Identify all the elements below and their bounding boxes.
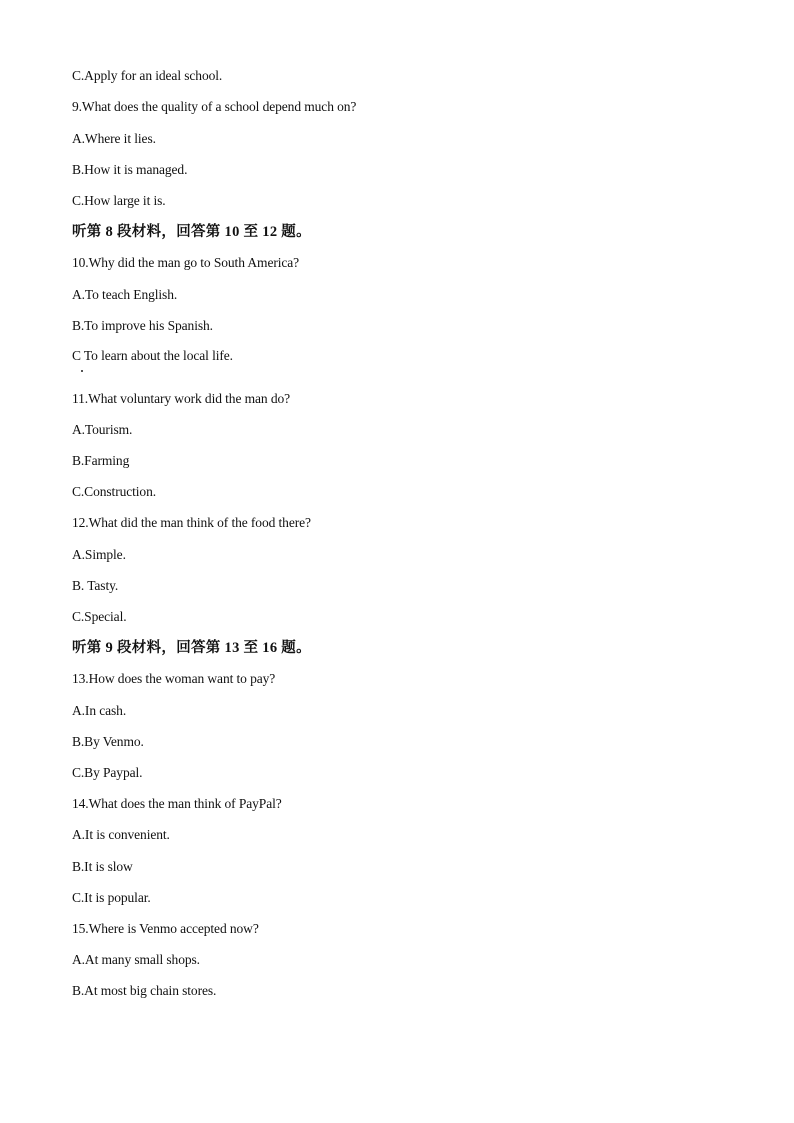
question-11: 11.What voluntary work did the man do?: [72, 391, 291, 406]
option-12a: A.Simple.: [72, 547, 126, 562]
question-10: 10.Why did the man go to South America?: [72, 255, 300, 270]
question-12: 12.What did the man think of the food there?: [72, 515, 311, 530]
option-10c: C To learn about the local life.: [72, 348, 233, 363]
section-heading-8: 听第 8 段材料，回答第 10 至 12 题。: [72, 224, 311, 240]
question-9: 9.What does the quality of a school depend much on?: [72, 99, 357, 114]
question-13: 13.How does the woman want to pay?: [72, 671, 276, 686]
option-9b: B.How it is managed.: [72, 162, 188, 177]
option-9c: C.How large it is.: [72, 193, 166, 208]
option-14a: A.It is convenient.: [72, 827, 170, 842]
option-15b: B.At most big chain stores.: [72, 983, 217, 998]
section-heading-9: 听第 9 段材料，回答第 13 至 16 题。: [72, 640, 311, 656]
option-8c: C.Apply for an ideal school.: [72, 68, 223, 83]
option-10b: B.To improve his Spanish.: [72, 318, 213, 333]
option-13a: A.In cash.: [72, 703, 127, 718]
option-9a: A.Where it lies.: [72, 131, 156, 146]
question-14: 14.What does the man think of PayPal?: [72, 796, 282, 811]
option-12c: C.Special.: [72, 609, 127, 624]
option-15a: A.At many small shops.: [72, 952, 200, 967]
option-13b: B.By Venmo.: [72, 734, 144, 749]
option-12b: B. Tasty.: [72, 578, 119, 593]
option-13c: C.By Paypal.: [72, 765, 143, 780]
option-14c: C.It is popular.: [72, 890, 151, 905]
option-11c: C.Construction.: [72, 484, 157, 499]
question-15: 15.Where is Venmo accepted now?: [72, 921, 259, 936]
stray-mark: [81, 370, 83, 372]
option-14b: B.It is slow: [72, 859, 133, 874]
option-10a: A.To teach English.: [72, 287, 178, 302]
option-11a: A.Tourism.: [72, 422, 133, 437]
option-11b: B.Farming: [72, 453, 130, 468]
